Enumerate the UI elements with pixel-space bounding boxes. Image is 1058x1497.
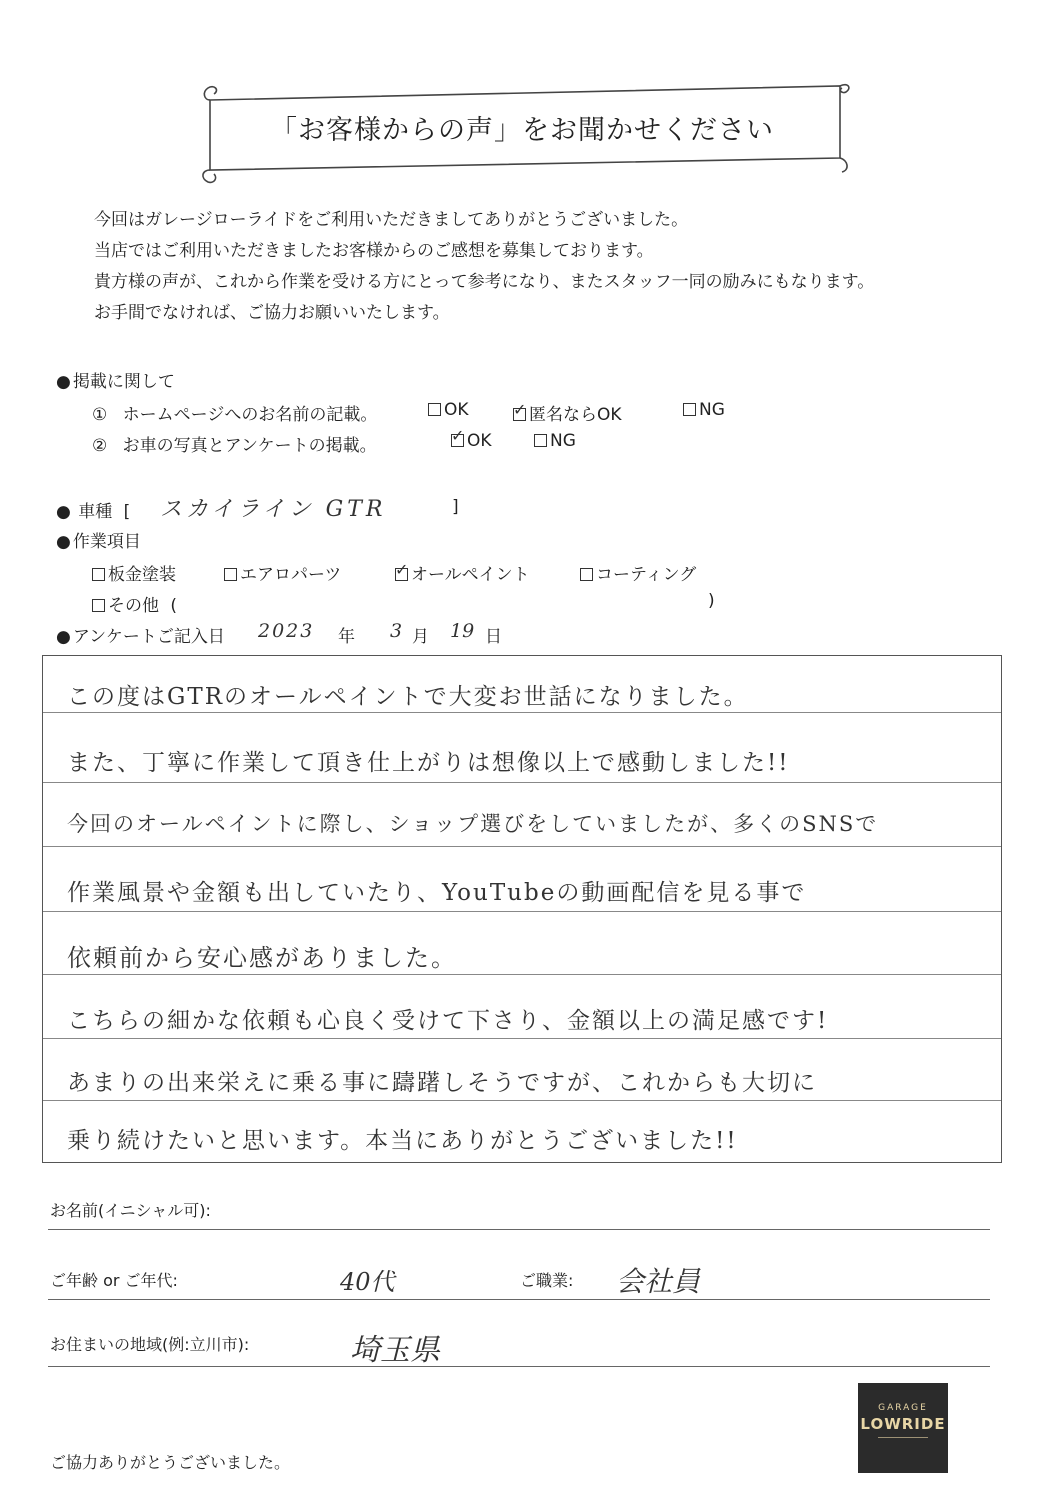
ruled-line	[43, 1100, 1001, 1101]
option-label: NG	[699, 400, 725, 420]
age-label: ご年齢 or ご年代:	[50, 1271, 178, 1290]
name-label: お名前(イニシャル可):	[50, 1201, 211, 1220]
q2-option-ng[interactable]	[534, 431, 576, 451]
ruled-line	[43, 911, 1001, 912]
comment-line: あまりの出来栄えに乗る事に躊躇しそうですが、これからも大切に	[67, 1070, 817, 1096]
option-label: 匿名ならOK	[529, 405, 622, 425]
date-year-unit: 年	[338, 627, 355, 647]
work-item-bankin[interactable]	[92, 560, 176, 585]
date-month-unit: 月	[412, 627, 429, 647]
option-label: その他	[108, 596, 159, 616]
intro-line: お手間でなければ、ご協力お願いいたします。	[94, 303, 450, 323]
comment-line: 今回のオールペイントに際し、ショップ選びをしていましたが、多くのSNSで	[67, 812, 879, 836]
comment-line: この度はGTRのオールペイントで大変お世話になりました。	[67, 684, 749, 710]
checkbox[interactable]	[92, 568, 105, 581]
option-label: OK	[444, 400, 469, 420]
work-heading: ● 作業項目	[56, 527, 141, 552]
underline	[48, 1229, 990, 1230]
ruled-line	[43, 974, 1001, 975]
job-value[interactable]: 会社員	[616, 1265, 701, 1298]
option-label: オールペイント	[411, 565, 530, 585]
age-value[interactable]: 40代	[340, 1268, 395, 1296]
paren-close: )	[708, 591, 715, 611]
date-year: 2023	[258, 620, 315, 642]
q1-option-ng[interactable]	[683, 400, 725, 420]
checkbox-checked[interactable]	[513, 408, 526, 421]
comment-line: 作業風景や金額も出していたり、YouTubeの動画配信を見る事で	[67, 880, 807, 906]
intro-text	[94, 205, 874, 329]
vehicle-bracket-close: ]	[452, 497, 459, 517]
vehicle-bracket-open: [	[123, 502, 131, 522]
option-label: 板金塗装	[108, 565, 176, 585]
checkbox[interactable]	[580, 568, 593, 581]
vehicle-value: スカイライン GTR	[160, 497, 387, 522]
date-day: 19	[450, 620, 475, 642]
underline	[48, 1299, 990, 1300]
q2-label: お車の写真とアンケートの掲載。	[122, 436, 377, 456]
work-item-aero[interactable]	[224, 560, 341, 585]
q1-option-anonymous[interactable]	[513, 400, 622, 425]
q2-number: ②	[92, 436, 108, 456]
option-label: エアロパーツ	[240, 565, 342, 585]
work-item-coating[interactable]	[580, 560, 696, 585]
ruled-line	[43, 782, 1001, 783]
date-label: ● アンケートご記入日	[56, 622, 225, 647]
option-label: OK	[467, 431, 492, 451]
title-banner	[200, 78, 850, 188]
paren-open: (	[170, 596, 178, 616]
checkbox[interactable]	[683, 403, 696, 416]
q1-label: ホームページへのお名前の記載。	[122, 405, 378, 425]
vehicle-row	[56, 497, 130, 522]
job-label: ご職業:	[520, 1271, 574, 1290]
ruled-line	[43, 1038, 1001, 1039]
date-month: 3	[390, 620, 403, 642]
ruled-line	[43, 846, 1001, 847]
checkbox[interactable]	[224, 568, 237, 581]
checkbox[interactable]	[92, 599, 105, 612]
date-day-unit: 日	[485, 627, 502, 647]
q1-option-ok[interactable]	[428, 400, 469, 420]
page-title: 「お客様からの声」をお聞かせください	[270, 115, 774, 146]
checkbox-checked[interactable]	[451, 434, 464, 447]
logo-rule	[878, 1437, 928, 1438]
underline	[48, 1366, 990, 1367]
vehicle-label: 車種	[78, 502, 113, 522]
q2-option-ok[interactable]	[451, 431, 492, 451]
checkbox[interactable]	[534, 434, 547, 447]
intro-line: 今回はガレージローライドをご利用いただきましてありがとうございました。	[94, 210, 689, 230]
comment-line: こちらの細かな依頼も心良く受けて下さり、金額以上の満足感です!	[67, 1008, 829, 1034]
area-label: お住まいの地域(例:立川市):	[50, 1335, 250, 1354]
option-label: NG	[550, 431, 576, 451]
ruled-line	[43, 712, 1001, 713]
comment-box	[42, 655, 1002, 1163]
area-value[interactable]: 埼玉県	[350, 1333, 440, 1368]
option-label: コーティング	[596, 565, 697, 585]
checkbox[interactable]	[428, 403, 441, 416]
intro-line: 当店ではご利用いただきましたお客様からのご感想を募集しております。	[94, 241, 654, 261]
comment-line: 依頼前から安心感がありました。	[67, 944, 457, 972]
intro-line: 貴方様の声が、これから作業を受ける方にとって参考になり、またスタッフ一同の励みにもなります。	[94, 272, 875, 292]
publication-q1	[92, 400, 377, 425]
lowride-logo	[858, 1383, 948, 1473]
logo-line2: LOWRIDE	[860, 1415, 946, 1433]
publication-q2	[92, 431, 377, 456]
q1-number: ①	[92, 405, 108, 425]
work-item-allpaint[interactable]	[395, 560, 530, 585]
comment-line: 乗り続けたいと思います。本当にありがとうございました!!	[67, 1128, 738, 1154]
logo-line1: GARAGE	[878, 1403, 928, 1413]
publication-heading: ● 掲載に関して	[56, 367, 175, 392]
footer-thanks: ご協力ありがとうございました。	[50, 1453, 291, 1472]
checkbox-checked[interactable]	[395, 568, 408, 581]
comment-line: また、丁寧に作業して頂き仕上がりは想像以上で感動しました!!	[67, 750, 790, 776]
work-item-other[interactable]	[92, 591, 177, 616]
